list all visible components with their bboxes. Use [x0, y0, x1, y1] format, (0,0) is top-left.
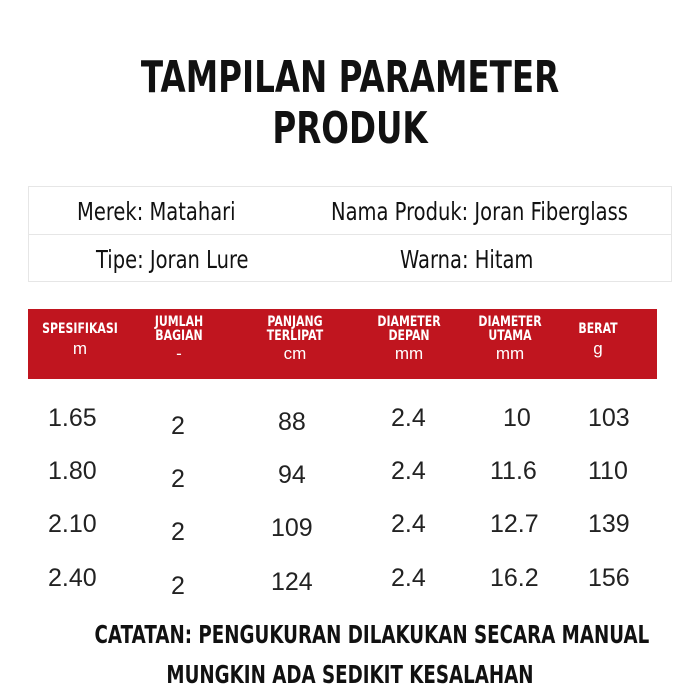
cell-diameter-depan: 2.4 [391, 457, 426, 485]
cell-spesifikasi: 1.65 [48, 404, 97, 432]
col-label: JUMLAH [154, 314, 204, 330]
cell-panjang-terlipat: 94 [278, 461, 306, 489]
col-unit: mm [394, 344, 424, 363]
col-header-diameter-utama [465, 315, 555, 363]
col-unit: g [593, 339, 603, 358]
col-unit: mm [495, 344, 525, 363]
cell-diameter-depan: 2.4 [391, 510, 426, 538]
page-title: TAMPILAN PARAMETER PRODUK [140, 52, 560, 154]
product-name-text: Nama Produk: Joran Fiberglass [331, 197, 628, 226]
col-unit: - [176, 344, 182, 363]
col-label: DIAMETER [478, 314, 542, 330]
table-row [28, 564, 657, 604]
cell-diameter-utama: 16.2 [490, 564, 539, 592]
table-row [28, 457, 657, 497]
cell-spesifikasi: 1.80 [48, 457, 97, 485]
type-text: Tipe: Joran Lure [96, 245, 249, 274]
cell-berat: 139 [588, 510, 630, 538]
cell-spesifikasi: 2.10 [48, 510, 97, 538]
table-row [28, 404, 657, 444]
cell-diameter-depan: 2.4 [391, 404, 426, 432]
col-label: BERAT [578, 321, 618, 337]
col-header-jumlah-bagian [134, 315, 224, 363]
cell-spesifikasi: 2.40 [48, 564, 97, 592]
cell-diameter-utama: 10 [503, 404, 531, 432]
cell-panjang-terlipat: 88 [278, 408, 306, 436]
color-text: Warna: Hitam [400, 245, 534, 274]
cell-diameter-utama: 11.6 [490, 457, 537, 485]
col-label: UTAMA [488, 328, 532, 344]
cell-jumlah-bagian: 2 [171, 412, 185, 440]
table-row [28, 510, 657, 550]
cell-berat: 103 [588, 404, 630, 432]
cell-jumlah-bagian: 2 [171, 518, 185, 546]
product-info-box [28, 186, 672, 282]
cell-diameter-utama: 12.7 [490, 510, 539, 538]
cell-panjang-terlipat: 124 [271, 568, 313, 596]
note-line-1: CATATAN: PENGUKURAN DILAKUKAN SECARA MANUAL [94, 620, 650, 649]
cell-diameter-depan: 2.4 [391, 564, 426, 592]
cell-jumlah-bagian: 2 [171, 572, 185, 600]
col-header-panjang-terlipat [250, 315, 340, 363]
col-header-diameter-depan [364, 315, 454, 363]
brand-text: Merek: Matahari [77, 197, 236, 226]
col-header-spesifikasi [28, 322, 132, 358]
col-unit: m [72, 339, 88, 358]
col-label: DEPAN [388, 328, 430, 344]
cell-jumlah-bagian: 2 [171, 465, 185, 493]
col-label: SPESIFIKASI [42, 321, 118, 337]
cell-berat: 110 [588, 457, 628, 485]
col-label: DIAMETER [377, 314, 441, 330]
col-header-berat [558, 322, 638, 358]
col-label: TERLIPAT [266, 328, 324, 344]
col-unit: cm [283, 344, 307, 363]
col-label: PANJANG [267, 314, 323, 330]
note-line-2: MUNGKIN ADA SEDIKIT KESALAHAN [166, 660, 534, 689]
info-divider [29, 234, 671, 235]
cell-panjang-terlipat: 109 [271, 514, 313, 542]
spec-table-header [28, 309, 657, 379]
col-label: BAGIAN [155, 328, 203, 344]
cell-berat: 156 [588, 564, 630, 592]
